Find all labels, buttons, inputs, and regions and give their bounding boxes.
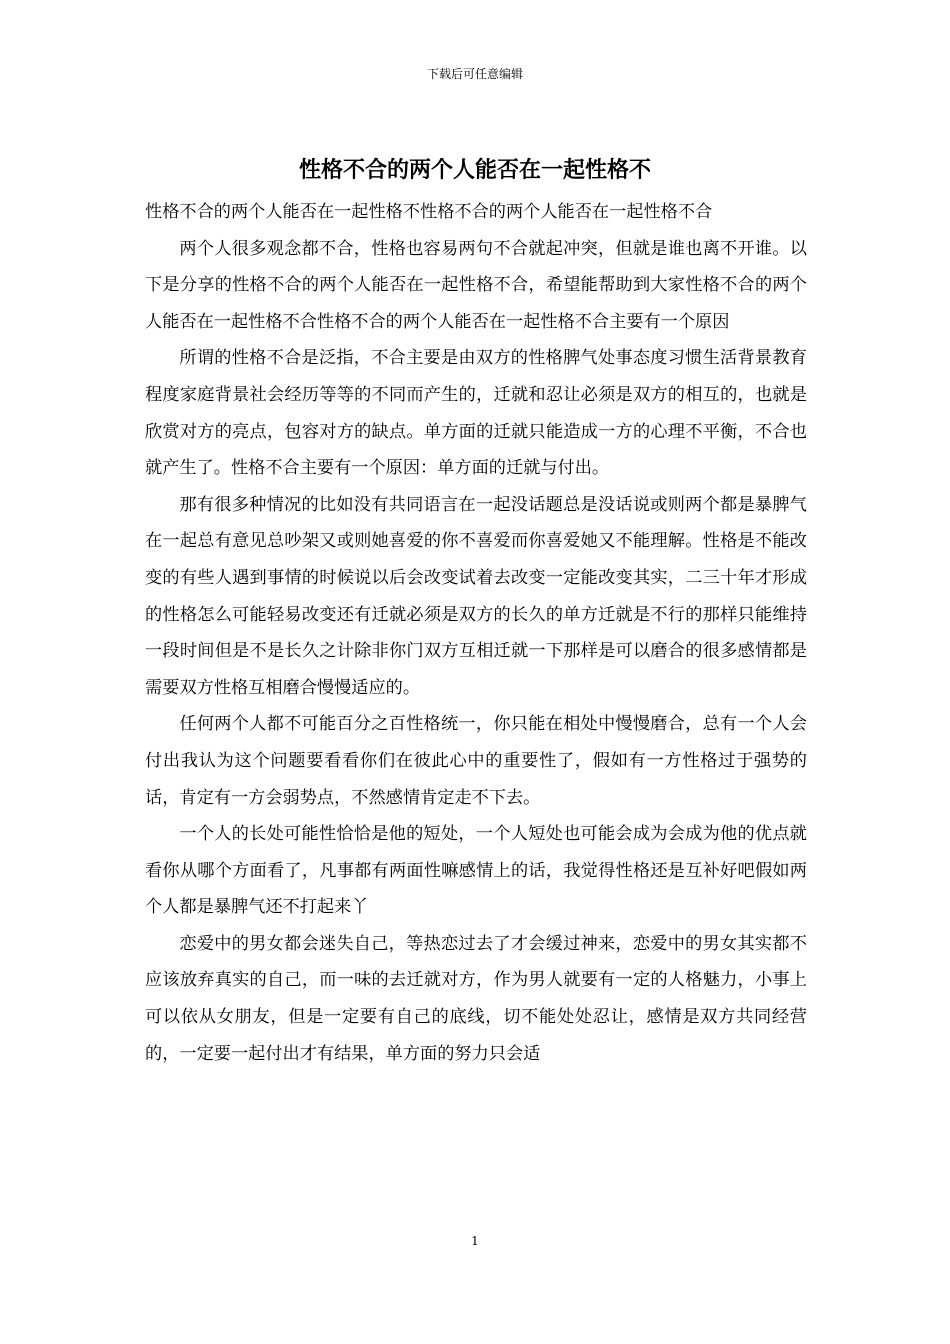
document-body [145,194,807,1072]
page-header: 下载后可任意编辑 [426,67,523,81]
paragraph: 恋爱中的男女都会迷失自己，等热恋过去了才会缓过神来，恋爱中的男女其实都不应该放弃真实的自己，而一味的去迁就对方，作为男人就要有一定的人格魅力，小事上可以依从女朋友，但是一定要有自己的底线，切不能处处忍让，感情是双方共同经营的，一定要一起付出才有结果，单方面的努力只会适 [145,933,807,1064]
paragraph-subtitle: 性格不合的两个人能否在一起性格不性格不合的两个人能否在一起性格不合 [145,202,713,222]
paragraph: 一个人的长处可能性恰恰是他的短处，一个人短处也可能会成为会成为他的优点就看你从哪个方面看了，凡事都有两面性嘛感情上的话，我觉得性格还是互补好吧假如两个人都是暴脾气还不打起来丫 [145,824,807,918]
page-number: 1 [471,1234,479,1248]
paragraph: 那有很多种情况的比如没有共同语言在一起没话题总是没话说或则两个都是暴脾气在一起总有意见总吵架又或则她喜爱的你不喜爱而你喜爱她又不能理解。性格是不能改变的有些人遇到事情的时候说以后会改变试着去改变一定能改变其实，二三十年才形成的性格怎么可能轻易改变还有迁就必须是双方的长久的单方迁就是不行的那样只能维持一段时间但是不是长久之计除非你门双方互相迁就一下那样是可以磨合的很多感情都是需要双方性格互相磨合慢慢适应的。 [145,494,807,698]
paragraph: 任何两个人都不可能百分之百性格统一，你只能在相处中慢慢磨合，总有一个人会付出我认为这个问题要看看你们在彼此心中的重要性了，假如有一方性格过于强势的话，肯定有一方会弱势点，不然感情肯定走不下去。 [145,714,807,808]
paragraph: 所谓的性格不合是泛指，不合主要是由双方的性格脾气处事态度习惯生活背景教育程度家庭背景社会经历等等的不同而产生的，迁就和忍让必须是双方的相互的，也就是欣赏对方的亮点，包容对方的缺点。单方面的迁就只能造成一方的心理不平衡，不合也就产生了。性格不合主要有一个原因：单方面的迁就与付出。 [145,348,807,479]
paragraph: 两个人很多观念都不合，性格也容易两句不合就起冲突，但就是谁也离不开谁。以下是分享的性格不合的两个人能否在一起性格不合，希望能帮助到大家性格不合的两个人能否在一起性格不合性格不合的两个人能否在一起性格不合主要有一个原因 [145,238,807,332]
page-title: 性格不合的两个人能否在一起性格不 [298,157,651,183]
